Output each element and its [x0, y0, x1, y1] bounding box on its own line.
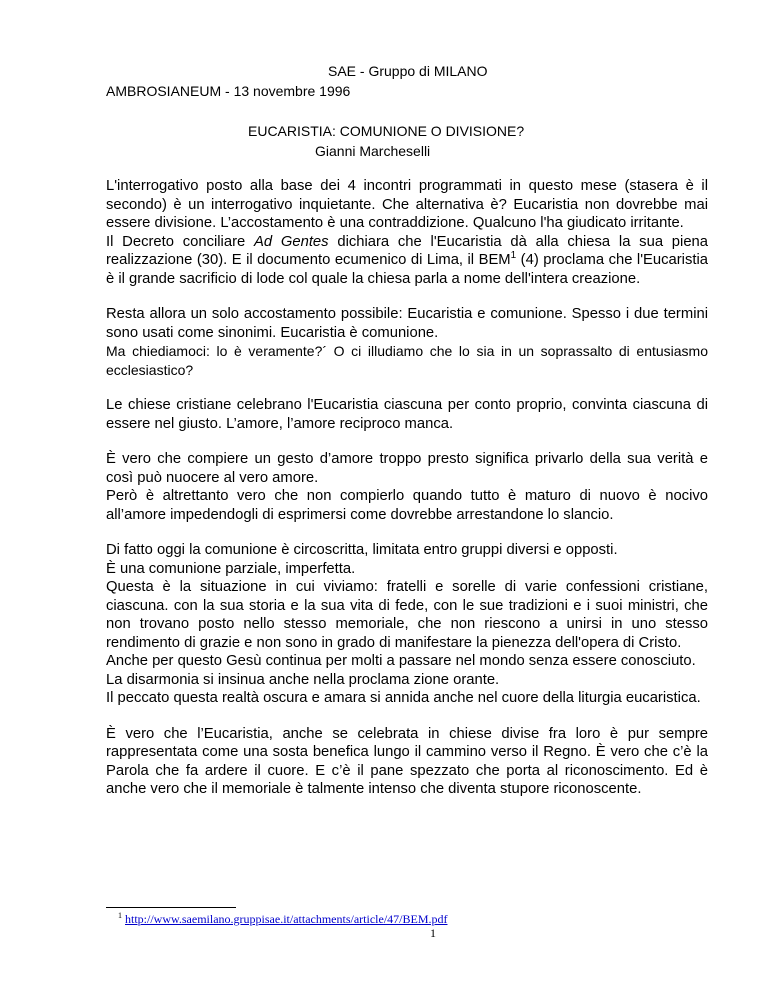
page-number: 1 — [430, 926, 436, 940]
paragraph-2-text-a: Resta allora un solo accostamento possibile: Eucaristia e comunione. Spesso i due termini sono usati come sinonimi. Eucaristia è comunione. — [106, 306, 708, 341]
footnote-separator — [106, 907, 236, 908]
paragraph-5 — [106, 541, 708, 708]
footnote — [118, 912, 447, 927]
p1-text-pre: Il Decreto conciliare — [106, 233, 254, 250]
paragraph-2 — [106, 305, 708, 379]
paragraph-1-text-a: L'interrogativo posto alla base dei 4 incontri programmati in questo mese (stasera è il secondo) è un interrogativo inquietante. Che alternativa è? Eucaristia non dovrebbe mai essere divisione. L’accostamento è una contraddizione. Qualcuno l'ha giudicato irritante. — [106, 178, 708, 231]
paragraph-5-text-b: È una comunione parziale, imperfetta. — [106, 560, 356, 577]
paragraph-3 — [106, 396, 708, 433]
footnote-number: 1 — [118, 911, 122, 920]
document-title: EUCARISTIA: COMUNIONE O DIVISIONE? — [248, 123, 525, 139]
ad-gentes-title: Ad Gentes — [254, 233, 329, 250]
p1-text-mid: dichiara che l'Eucaristia dà alla chiesa la sua piena realizzazione (30). E il documento ecumenico di Lima, il BEM — [106, 233, 709, 268]
paragraph-5-text-e: La disarmonia si insinua anche nella proclama zione orante. — [106, 671, 500, 688]
p1-text-post: (4) proclama che l'Eucaristia è il grande sacrificio di lode col quale la chiesa parla a nome dell'intera creazione. — [106, 252, 708, 287]
paragraph-5-text-c: Questa è la situazione in cui viviamo: fratelli e sorelle di varie confessioni cristiane, ciascuna. con la sua storia e la sua vita di fede, con le sue tradizioni e i suoi ministri, che non trovano posto nello stesso memoriale, che non riescono a unirsi in uno stesso rendimento di grazie e non sono in grado di manifestare la pienezza dell'opera di Cristo. — [106, 579, 708, 651]
footnote-reference[interactable]: 1 — [510, 250, 517, 262]
paragraph-5-text-a: Di fatto oggi la comunione è circoscritta, limitata entro gruppi diversi e opposti. — [106, 542, 618, 558]
paragraph-6 — [106, 725, 708, 799]
footnote-link[interactable]: http://www.saemilano.gruppisae.it/attachments/article/47/BEM.pdf — [125, 912, 448, 926]
paragraph-4-text-b: Però è altrettanto vero che non compierlo quando tutto è maturo di nuovo è nocivo all’amore impedendogli di esprimersi come dovrebbe arrestandone lo slancio. — [106, 488, 708, 523]
paragraph-4-text-a: È vero che compiere un gesto d’amore troppo presto significa privarlo della sua verità e così può nuocere al vero amore. — [106, 451, 708, 486]
paragraph-1 — [106, 177, 708, 288]
paragraph-3-text: Le chiese cristiane celebrano l'Eucaristia ciascuna per conto proprio, convinta ciascuna di essere nel giusto. L’amore, l’amore reciproco manca. — [106, 397, 708, 432]
header-group: SAE - Gruppo di MILANO — [328, 63, 488, 79]
document-body — [106, 177, 708, 816]
header-venue-date: AMBROSIANEUM - 13 novembre 1996 — [106, 83, 351, 99]
paragraph-6-text: È vero che l’Eucaristia, anche se celebrata in chiese divise fra loro è pur sempre rappresentata come una sosta benefica lungo il cammino verso il Regno. È vero che c’è la Parola che fa ardere il cuore. E c’è il pane spezzato che porta al riconoscimento. Ed è anche vero che il memoriale è talmente intenso che diventa stupore riconoscente. — [106, 725, 708, 797]
paragraph-4 — [106, 450, 708, 524]
paragraph-1-text-b — [106, 233, 708, 289]
paragraph-2-text-b: Ma chiediamoci: lo è veramente?´ O ci illudiamo che lo sia in un soprassalto di entusiasmo ecclesiastico? — [106, 343, 708, 378]
paragraph-5-text-d: Anche per questo Gesù continua per molti a passare nel mondo senza essere conosciuto. — [106, 653, 696, 669]
paragraph-5-text-f: Il peccato questa realtà oscura e amara si annida anche nel cuore della liturgia eucaristica. — [106, 690, 701, 706]
document-author: Gianni Marcheselli — [315, 143, 431, 159]
